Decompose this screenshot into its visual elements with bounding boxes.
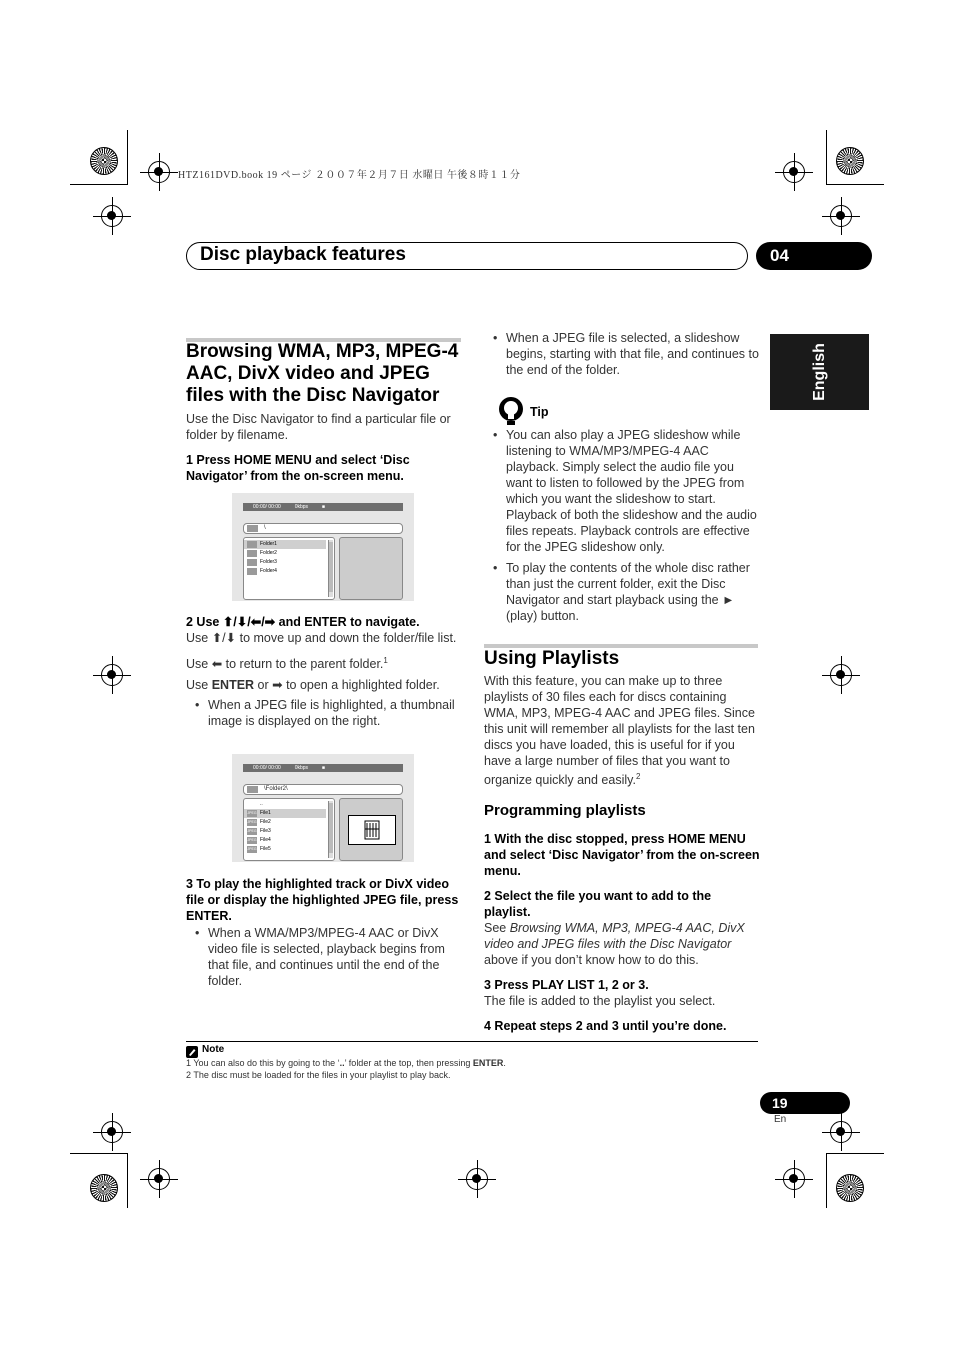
section-heading: Browsing WMA, MP3, MPEG-4 AAC, DivX video and JPEG files with the Disc Navigator (186, 341, 459, 406)
print-header: HTZ161DVD.book 19 ページ ２００７年２月７日 水曜日 午後８時１１分 (178, 170, 521, 181)
crosshair-mark (148, 161, 170, 183)
bullet-item: • When a JPEG file is highlighted, a thumbnail image is displayed on the right. (186, 697, 466, 729)
scrollbar[interactable] (328, 540, 333, 597)
list-item[interactable]: JPEG File3 (247, 828, 271, 834)
tip-icon (497, 396, 525, 431)
folder-icon (247, 786, 258, 793)
crop-mark (70, 184, 128, 185)
screen-path-field (243, 523, 403, 534)
crosshair-mark (830, 205, 852, 227)
step-2: 2 Select the file you want to add to the playlist. (484, 889, 712, 920)
jpeg-file-icon: JPEG (247, 829, 257, 833)
page-language: En (774, 1114, 787, 1125)
list-item[interactable]: Folder1 (244, 540, 326, 549)
subheading: Programming playlists (484, 802, 646, 820)
tip-label: Tip (530, 405, 549, 419)
screen-file-list (243, 537, 335, 600)
folder-icon (247, 559, 257, 566)
scrollbar[interactable] (328, 801, 333, 858)
language-tab (770, 334, 869, 410)
thumbnail-preview (339, 537, 403, 600)
intro-text: Use the Disc Navigator to find a particular file or folder by filename. (186, 412, 451, 442)
registration-star-mark (836, 147, 864, 175)
footnote-2: 2 The disc must be loaded for the files in your playlist to play back. (186, 1070, 451, 1080)
note-rule (186, 1041, 758, 1042)
list-item[interactable]: Folder4 (244, 567, 334, 576)
crosshair-mark (101, 664, 123, 686)
step-2: 2 Use ⬆/⬇/⬅/➡ and ENTER to navigate. (186, 615, 420, 629)
crop-mark (826, 184, 884, 185)
note-label: Note (202, 1044, 225, 1055)
step-2-block (186, 614, 466, 729)
folder-icon (247, 550, 257, 557)
screen-path-field (243, 784, 403, 795)
thumbnail-image-icon (348, 815, 396, 845)
registration-star-mark (836, 1174, 864, 1202)
page-number: 19 (760, 1092, 850, 1114)
list-item[interactable]: JPEG File1 (244, 809, 326, 818)
step-3-text: The file is added to the playlist you select. (484, 994, 716, 1009)
folder-icon (247, 525, 258, 532)
list-item[interactable]: JPEG File2 (247, 819, 271, 825)
step-1: 1 Press HOME MENU and select ‘Disc Navigator’ from the on-screen menu. (186, 453, 410, 483)
screen-file-list (243, 798, 335, 861)
screen-path: \ (264, 525, 266, 531)
step-4: 4 Repeat steps 2 and 3 until you’re done. (484, 1019, 727, 1034)
thumbnail-preview (339, 798, 403, 861)
bullet-item: • To play the contents of the whole disc rather than just the current folder, exit the Disc Navigator and start playback using the ► (play) button. (484, 560, 760, 624)
crop-mark (826, 1153, 884, 1154)
list-item[interactable]: Folder2 (244, 549, 334, 558)
step-2-line-2: Use ⬅ to return to the parent folder.$^1$ (186, 656, 388, 672)
jpeg-file-icon: JPEG (247, 838, 257, 842)
step-1: 1 With the disc stopped, press HOME MENU and select ‘Disc Navigator’ from the on-screen menu. (484, 832, 760, 879)
crop-mark (826, 130, 827, 185)
crosshair-mark (101, 1121, 123, 1143)
right-column-top (484, 330, 760, 378)
footnote-1: 1 You can also do this by going to the ‘..’ folder at the top, then pressing ENTER. (186, 1058, 506, 1068)
step-3: 3 Press PLAY LIST 1, 2 or 3. (484, 978, 649, 993)
chapter-number: 04 (756, 242, 872, 270)
list-item[interactable]: JPEG File5 (247, 846, 271, 852)
notes-block (186, 1057, 506, 1081)
step-2-line-1: Use ⬆/⬇ to move up and down the folder/file list. (186, 631, 457, 645)
playlists-section (484, 648, 760, 1034)
crosshair-mark (830, 664, 852, 686)
crop-mark (127, 1153, 128, 1208)
registration-star-mark (90, 1174, 118, 1202)
crosshair-mark (148, 1168, 170, 1190)
crop-mark (127, 130, 128, 185)
crosshair-mark (783, 161, 805, 183)
list-item[interactable]: JPEG File4 (247, 837, 271, 843)
crosshair-mark (830, 1121, 852, 1143)
section-heading: Using Playlists (484, 648, 620, 669)
left-column-head (186, 341, 466, 484)
bullet-item: • You can also play a JPEG slideshow while listening to WMA/MP3/MPEG-4 AAC playback. Simply select the audio file you want to listen to followed by the JPEG from which you want the slideshow to start. Playback of both the slideshow and the audio files repeats. Playback controls are effective for the JPEG slideshow only. (484, 427, 760, 555)
step-3: 3 To play the highlighted track or DivX video file or display the highlighted JPEG file, press ENTER. (186, 877, 459, 923)
screen-status-bar: 00:00/ 00:00 0kbps ■ (243, 503, 403, 511)
list-item[interactable]: Folder3 (244, 558, 334, 567)
crosshair-mark (783, 1168, 805, 1190)
crop-mark (70, 1153, 128, 1154)
bullet-item: • When a JPEG file is selected, a slideshow begins, starting with that file, and continues to the end of the folder. (484, 330, 760, 378)
screen-status-bar: 00:00/ 00:00 0kbps ■ (243, 764, 403, 772)
tip-block (484, 427, 760, 624)
chapter-title: Disc playback features (200, 244, 406, 265)
step-3-block (186, 876, 466, 989)
registration-star-mark (90, 147, 118, 175)
disc-navigator-screen-files (232, 754, 414, 862)
bullet-item: • When a WMA/MP3/MPEG-4 AAC or DivX video file is selected, playback begins from that file, and continues until the end of the folder. (186, 925, 466, 989)
crop-mark (826, 1153, 827, 1208)
step-2-line-3: Use ENTER or ➡ to open a highlighted folder. (186, 678, 440, 693)
jpeg-file-icon: JPEG (247, 820, 257, 824)
intro-text: With this feature, you can make up to three playlists of 30 files each for discs containing WMA, MP3, MPEG-4 AAC and JPEG files. Since this unit will remember all playlists for the last ten discs you have loaded, this is useful for if you have a large number of files that you want to organize quickly and easily.$^2$ (484, 674, 755, 788)
step-2-text: See Browsing WMA, MP3, MPEG-4 AAC, DivX video and JPEG files with the Disc Navigator above if you don’t know how to do this. (484, 921, 745, 968)
folder-icon (247, 541, 257, 548)
language-tab-label: English (810, 343, 828, 401)
jpeg-file-icon: JPEG (247, 811, 257, 815)
disc-navigator-screen-folders (232, 493, 414, 601)
crosshair-mark (101, 205, 123, 227)
jpeg-file-icon: JPEG (247, 847, 257, 851)
crosshair-mark (466, 1168, 488, 1190)
list-item[interactable]: .. (260, 801, 263, 807)
folder-icon (247, 568, 257, 575)
screen-path: \Folder2\ (264, 786, 288, 792)
